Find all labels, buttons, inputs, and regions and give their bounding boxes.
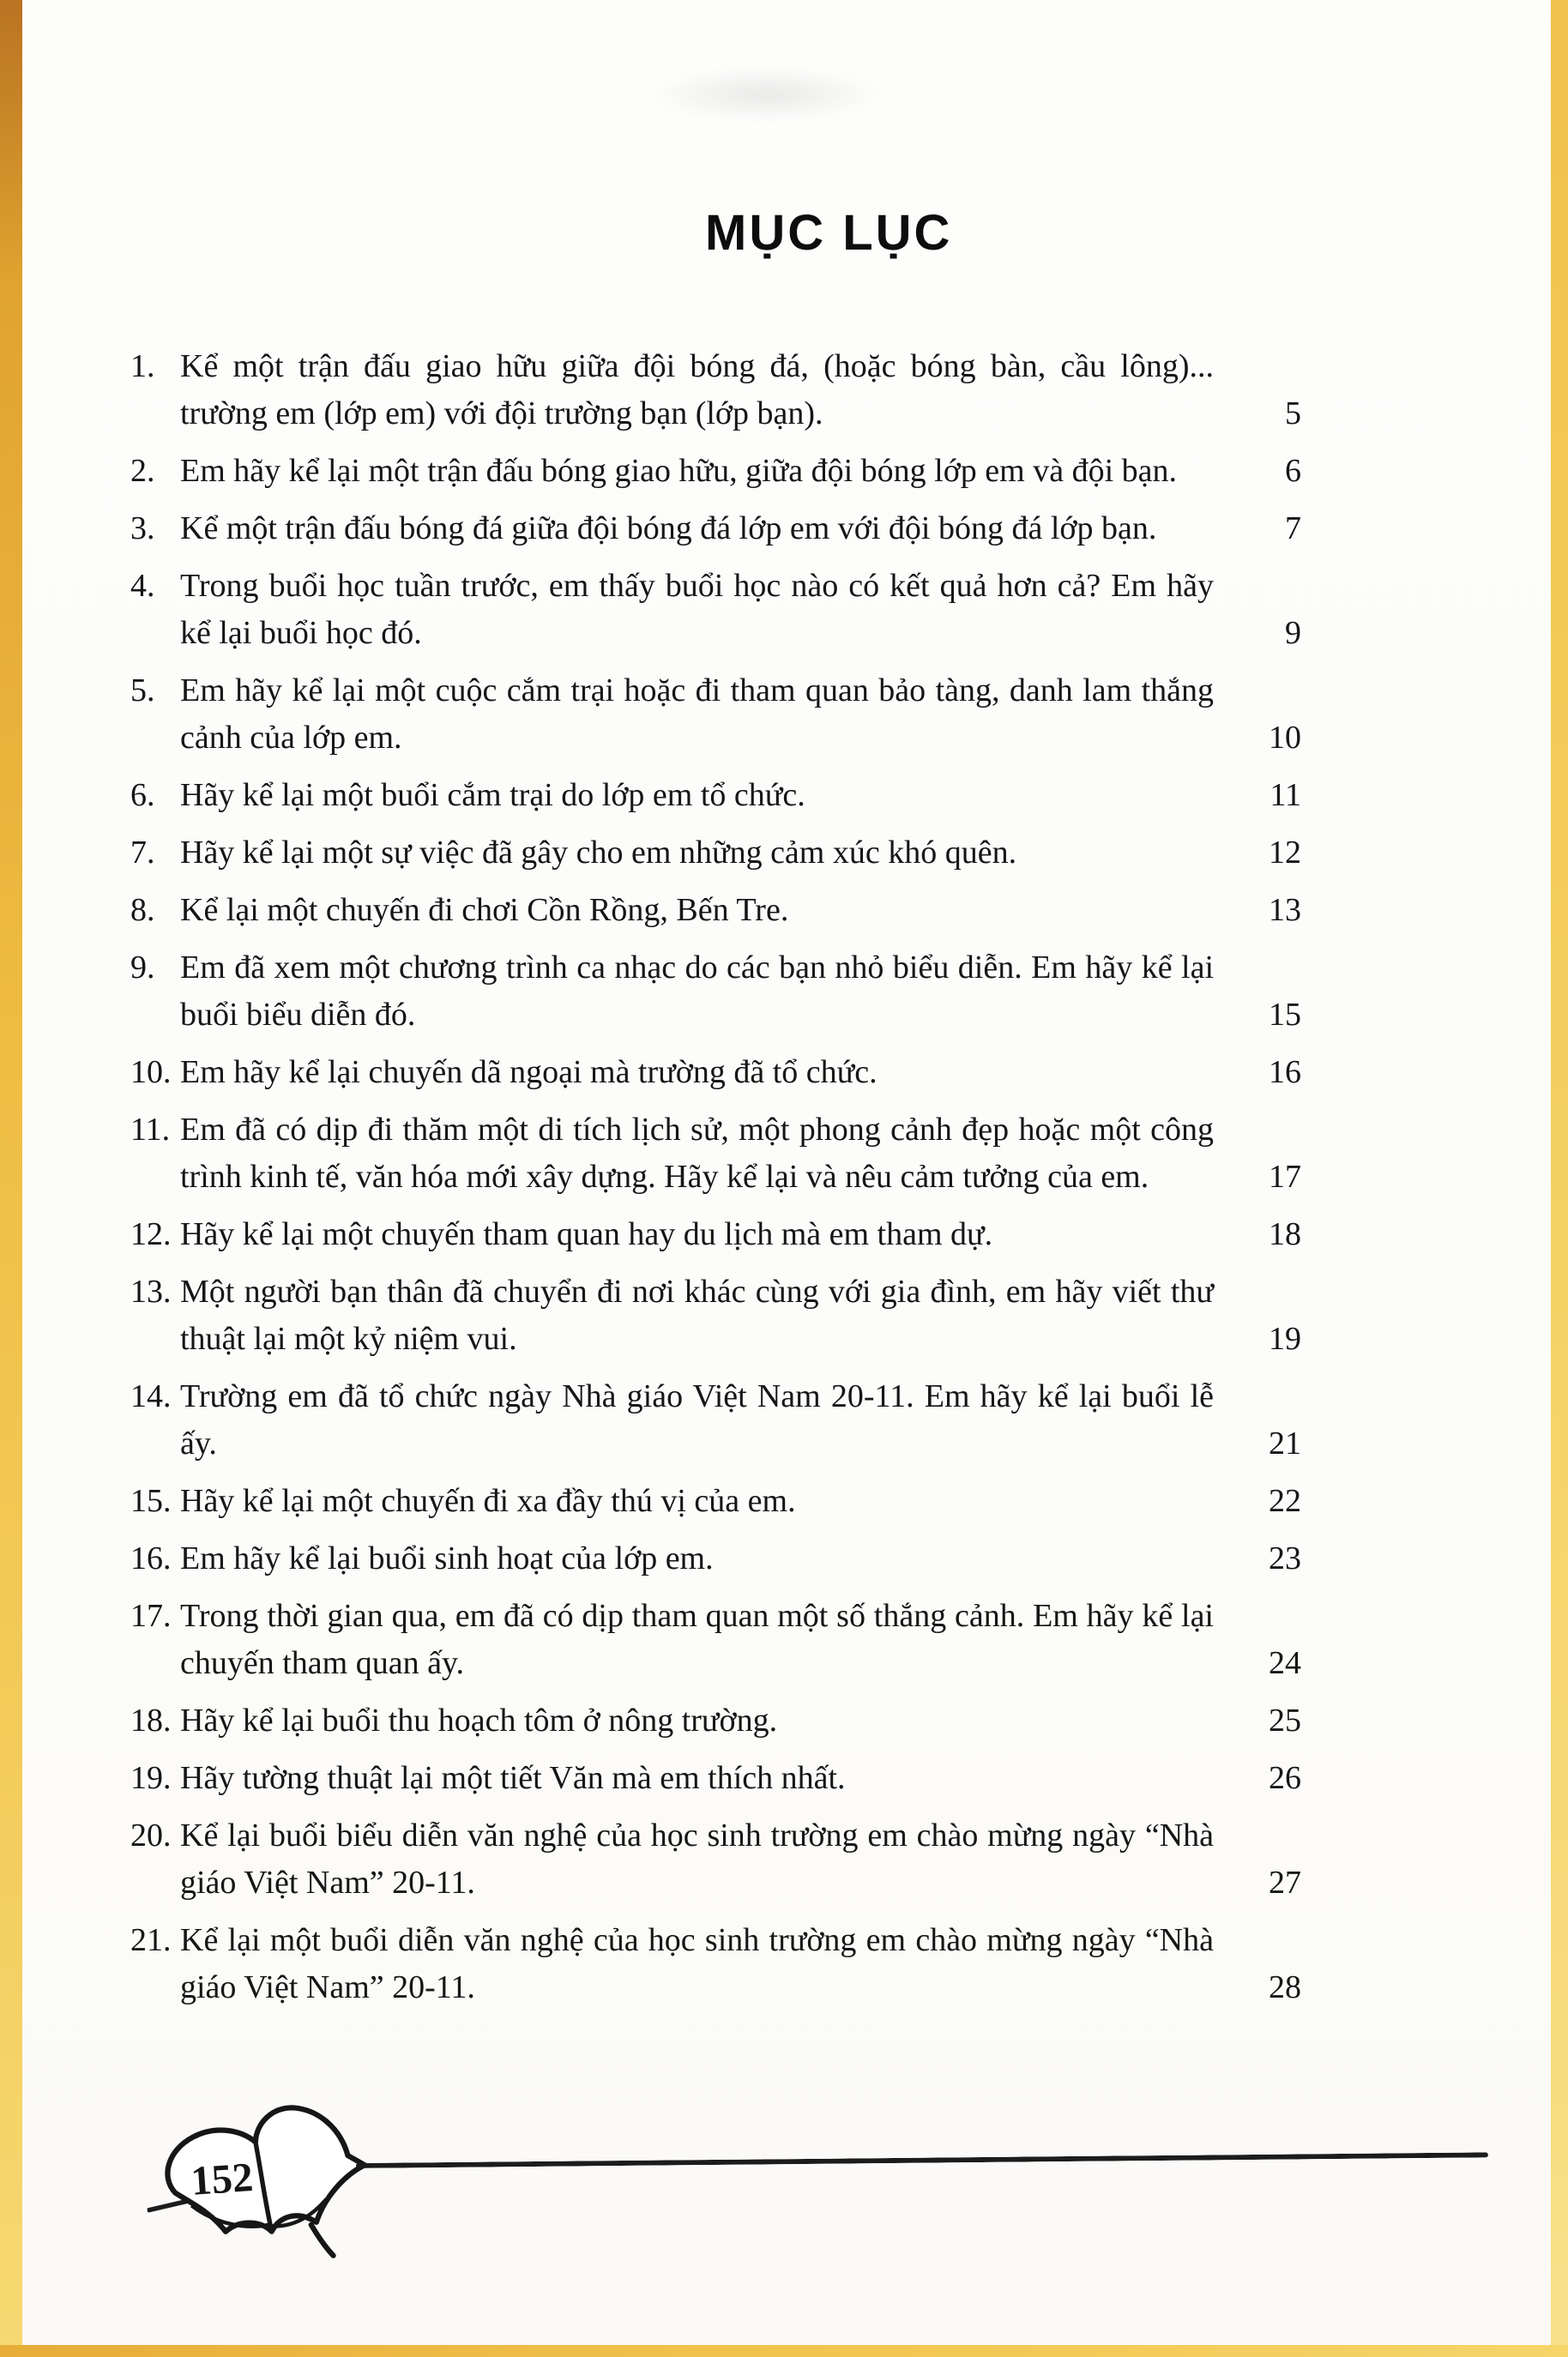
toc-entry-page-number: 9 <box>1285 615 1301 651</box>
toc-entry-page-number: 10 <box>1269 720 1301 756</box>
toc-entry <box>130 772 1301 819</box>
toc-entry-page-number: 11 <box>1269 777 1301 813</box>
toc-entry-number: 17. <box>130 1598 172 1634</box>
book-left-line <box>148 2201 187 2209</box>
toc-entry-page-number: 17 <box>1269 1159 1301 1195</box>
toc-entry-title: Em đã xem một chương trình ca nhạc do các bạn nhỏ biểu diễn. Em hãy kể lại buổi biểu diễn đó. <box>180 949 1214 1033</box>
toc-entry <box>130 667 1301 762</box>
toc-entry-title: Kể lại buổi biểu diễn văn nghệ của học sinh trường em chào mừng ngày “Nhà giáo Việt Nam” 20-11. <box>180 1817 1214 1901</box>
toc-entry <box>130 1478 1301 1525</box>
toc-entry-number: 12. <box>130 1216 172 1252</box>
toc-entry-page-number: 16 <box>1269 1054 1301 1090</box>
toc-entry <box>130 944 1301 1039</box>
toc-entry-page-number: 25 <box>1269 1703 1301 1739</box>
toc-entry-number: 2. <box>130 453 155 489</box>
toc-entry-page-number: 24 <box>1269 1645 1301 1681</box>
toc-entry-number: 6. <box>130 777 155 813</box>
toc-entry-number: 5. <box>130 672 155 708</box>
toc-entry <box>130 1106 1301 1201</box>
toc-entry-page-number: 15 <box>1269 997 1301 1033</box>
toc-entry <box>130 1755 1301 1802</box>
toc-entry <box>130 1535 1301 1582</box>
toc-entry-number: 11. <box>130 1112 171 1148</box>
footer-page-number: 152 <box>189 2154 255 2204</box>
toc-entry-number: 4. <box>130 568 155 604</box>
toc-entry-page-number: 5 <box>1285 395 1301 431</box>
toc-entry-title: Trường em đã tổ chức ngày Nhà giáo Việt Nam 20-11. Em hãy kể lại buổi lễ ấy. <box>180 1378 1214 1462</box>
book-cover-edge-right <box>1551 0 1568 2357</box>
toc-entry-number: 3. <box>130 510 155 546</box>
page-footer <box>0 2084 1568 2307</box>
toc-entry-title: Em hãy kể lại buổi sinh hoạt của lớp em. <box>180 1540 714 1576</box>
toc-entry <box>130 448 1301 495</box>
toc-entry-number: 15. <box>130 1483 172 1519</box>
toc-entry <box>130 505 1301 552</box>
toc-entry-title: Hãy kể lại một chuyến tham quan hay du lịch mà em tham dự. <box>180 1216 993 1252</box>
toc-entry-title: Trong thời gian qua, em đã có dịp tham quan một số thắng cảnh. Em hãy kể lại chuyến tham quan ấy. <box>180 1598 1214 1681</box>
toc-entry-number: 13. <box>130 1274 172 1310</box>
toc-entry-page-number: 26 <box>1269 1760 1301 1796</box>
toc-entry-number: 10. <box>130 1054 172 1090</box>
toc-entry-title: Hãy tường thuật lại một tiết Văn mà em thích nhất. <box>180 1760 846 1796</box>
toc-entry-page-number: 6 <box>1285 453 1301 489</box>
toc-entry-number: 19. <box>130 1760 172 1796</box>
toc-entry-number: 7. <box>130 835 155 871</box>
toc-entry-number: 14. <box>130 1378 172 1414</box>
toc-entry-page-number: 7 <box>1285 510 1301 546</box>
page-title: MỤC LỤC <box>705 205 953 261</box>
book-cover-edge-bottom <box>0 2345 1568 2357</box>
toc-entry-page-number: 12 <box>1269 835 1301 871</box>
toc-entry-number: 9. <box>130 949 155 986</box>
toc-entry-number: 16. <box>130 1540 172 1576</box>
toc-entry-title: Em hãy kể lại chuyến dã ngoại mà trường đã tổ chức. <box>180 1054 877 1090</box>
toc-entry-number: 1. <box>130 348 155 384</box>
toc-entry <box>130 343 1301 437</box>
toc-entry-title: Kể lại một chuyến đi chơi Cồn Rồng, Bến Tre. <box>180 892 789 928</box>
toc-entry-title: Em hãy kể lại một trận đấu bóng giao hữu, giữa đội bóng lớp em và đội bạn. <box>180 453 1178 489</box>
toc-entry-page-number: 28 <box>1269 1969 1301 2005</box>
toc-entry-page-number: 22 <box>1269 1483 1301 1519</box>
toc-entry <box>130 1812 1301 1907</box>
footer-divider-line <box>356 2152 1488 2168</box>
ink-showthrough-artifact <box>650 67 882 122</box>
toc-entry <box>130 1211 1301 1258</box>
toc-entry-title: Trong buổi học tuần trước, em thấy buổi học nào có kết quả hơn cả? Em hãy kể lại buổi học đó. <box>180 568 1214 651</box>
toc-entry-title: Kể một trận đấu giao hữu giữa đội bóng đá, (hoặc bóng bàn, cầu lông)... trường em (lớp em) với đội trường bạn (lớp bạn). <box>180 348 1214 431</box>
toc-entry <box>130 1593 1301 1687</box>
toc-entry-title: Hãy kể lại buổi thu hoạch tôm ở nông trường. <box>180 1703 778 1739</box>
toc-entry-title: Một người bạn thân đã chuyển đi nơi khác cùng với gia đình, em hãy viết thư thuật lại một kỷ niệm vui. <box>180 1274 1214 1357</box>
toc-entry <box>130 1269 1301 1363</box>
book-bookmark-tail <box>311 2223 334 2257</box>
toc-entry <box>130 1697 1301 1745</box>
toc-entry-title: Em hãy kể lại một cuộc cắm trại hoặc đi tham quan bảo tàng, danh lam thắng cảnh của lớp em. <box>180 672 1214 756</box>
toc-entry-number: 8. <box>130 892 155 928</box>
toc-entry-number: 21. <box>130 1922 172 1958</box>
toc-entry-title: Hãy kể lại một buổi cắm trại do lớp em tổ chức. <box>180 777 805 813</box>
toc-entry <box>130 1373 1301 1468</box>
toc-entry <box>130 1917 1301 2011</box>
open-book-icon <box>140 2083 383 2286</box>
toc-entry <box>130 563 1301 657</box>
table-of-contents <box>130 343 1301 2022</box>
toc-entry <box>130 887 1301 934</box>
toc-entry-page-number: 27 <box>1269 1865 1301 1901</box>
toc-entry-page-number: 23 <box>1269 1540 1301 1576</box>
toc-entry-page-number: 13 <box>1269 892 1301 928</box>
toc-entry-title: Kể một trận đấu bóng đá giữa đội bóng đá lớp em với đội bóng đá lớp bạn. <box>180 510 1157 546</box>
toc-entry-title: Hãy kể lại một chuyến đi xa đầy thú vị của em. <box>180 1483 796 1519</box>
toc-entry-number: 18. <box>130 1703 172 1739</box>
toc-entry-number: 20. <box>130 1817 172 1854</box>
toc-entry-title: Em đã có dịp đi thăm một di tích lịch sử, một phong cảnh đẹp hoặc một công trình kinh tế, văn hóa mới xây dựng. Hãy kể lại và nêu cảm tưởng của em. <box>180 1112 1214 1195</box>
toc-entry-title: Hãy kể lại một sự việc đã gây cho em những cảm xúc khó quên. <box>180 835 1017 871</box>
book-cover-edge-left <box>0 0 22 2357</box>
toc-entry-page-number: 21 <box>1269 1426 1301 1462</box>
toc-entry <box>130 829 1301 877</box>
toc-entry-title: Kể lại một buổi diễn văn nghệ của học sinh trường em chào mừng ngày “Nhà giáo Việt Nam” 20-11. <box>180 1922 1214 2005</box>
toc-entry-page-number: 18 <box>1269 1216 1301 1252</box>
toc-entry-page-number: 19 <box>1269 1321 1301 1357</box>
toc-entry <box>130 1049 1301 1096</box>
